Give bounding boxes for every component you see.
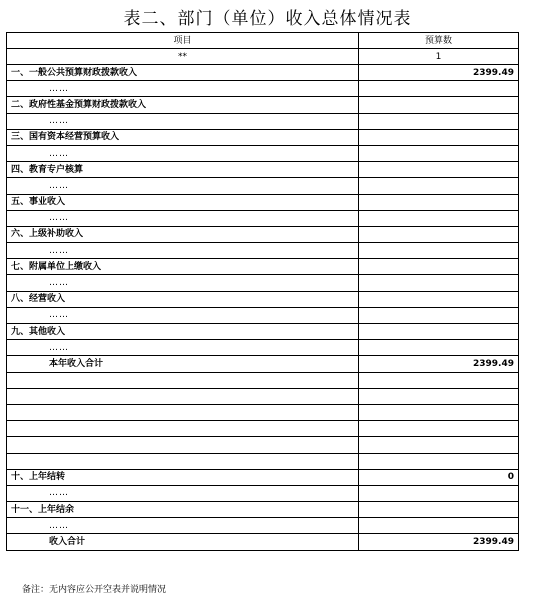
row-value	[359, 437, 519, 453]
table-row	[7, 97, 519, 113]
table-row-empty	[7, 453, 519, 469]
row-value	[359, 194, 519, 210]
row-value	[359, 97, 519, 113]
table-title: 表二、部门（单位）收入总体情况表	[123, 9, 412, 29]
table-row	[7, 210, 519, 226]
row-label: ……	[7, 113, 359, 129]
row-label: 七、附属单位上缴收入	[7, 259, 359, 275]
row-value	[359, 291, 519, 307]
row-value	[359, 485, 519, 501]
row-label: 六、上级补助收入	[7, 226, 359, 242]
row-label: 四、教育专户核算	[7, 162, 359, 178]
column-header-item: 项目	[7, 33, 359, 49]
row-label: ……	[7, 485, 359, 501]
table-row	[7, 81, 519, 97]
row-label: 五、事业收入	[7, 194, 359, 210]
table-row-empty	[7, 404, 519, 420]
row-label: ……	[7, 210, 359, 226]
index-cell-budget: 1	[359, 49, 519, 65]
row-label: ……	[7, 275, 359, 291]
table-row	[7, 485, 519, 501]
row-value	[359, 404, 519, 420]
row-label: 八、经营收入	[7, 291, 359, 307]
row-value	[359, 518, 519, 534]
row-value: 2399.49	[359, 65, 519, 81]
table-row	[7, 518, 519, 534]
row-label	[7, 372, 359, 388]
row-value	[359, 259, 519, 275]
row-value: 0	[359, 469, 519, 485]
row-value: 2399.49	[359, 356, 519, 372]
table-row	[7, 243, 519, 259]
row-value	[359, 502, 519, 518]
table-row	[7, 162, 519, 178]
table-row	[7, 194, 519, 210]
row-value	[359, 453, 519, 469]
table-row	[7, 307, 519, 323]
row-value	[359, 324, 519, 340]
row-value	[359, 372, 519, 388]
row-value	[359, 243, 519, 259]
row-value	[359, 275, 519, 291]
table-header-row	[7, 33, 519, 49]
row-value	[359, 226, 519, 242]
row-label: ……	[7, 81, 359, 97]
table-row	[7, 178, 519, 194]
table-row	[7, 275, 519, 291]
row-label: ……	[7, 243, 359, 259]
table-row-empty	[7, 388, 519, 404]
row-value: 2399.49	[359, 534, 519, 550]
row-label: 一、一般公共预算财政拨款收入	[7, 65, 359, 81]
table-row	[7, 226, 519, 242]
row-label: ……	[7, 178, 359, 194]
table-row	[7, 145, 519, 161]
row-value	[359, 145, 519, 161]
table-row	[7, 259, 519, 275]
table-row	[7, 340, 519, 356]
row-label: 三、国有资本经营预算收入	[7, 129, 359, 145]
income-table	[6, 32, 519, 551]
row-label: 十、上年结转	[7, 469, 359, 485]
table-index-row	[7, 49, 519, 65]
table-row	[7, 129, 519, 145]
row-label	[7, 421, 359, 437]
table-row	[7, 324, 519, 340]
row-value	[359, 340, 519, 356]
table-row	[7, 65, 519, 81]
row-label	[7, 453, 359, 469]
table-row-empty	[7, 421, 519, 437]
footnote: 备注：无内容应公开空表并说明情况	[22, 585, 167, 595]
row-value	[359, 113, 519, 129]
row-label: ……	[7, 145, 359, 161]
row-label: ……	[7, 340, 359, 356]
row-value	[359, 81, 519, 97]
row-value	[359, 307, 519, 323]
table-row-empty	[7, 437, 519, 453]
table-row	[7, 291, 519, 307]
table-row	[7, 113, 519, 129]
table-row	[7, 469, 519, 485]
table-row-empty	[7, 372, 519, 388]
row-label: 本年收入合计	[7, 356, 359, 372]
row-value	[359, 162, 519, 178]
table-row-grand-total	[7, 534, 519, 550]
index-cell-item: **	[7, 49, 359, 65]
table-row	[7, 502, 519, 518]
row-value	[359, 421, 519, 437]
row-label	[7, 404, 359, 420]
row-label: 二、政府性基金预算财政拨款收入	[7, 97, 359, 113]
row-value	[359, 388, 519, 404]
table-row-subtotal	[7, 356, 519, 372]
row-value	[359, 129, 519, 145]
row-value	[359, 210, 519, 226]
column-header-budget: 预算数	[359, 33, 519, 49]
row-label: ……	[7, 518, 359, 534]
row-label: 收入合计	[7, 534, 359, 550]
row-value	[359, 178, 519, 194]
row-label: 十一、上年结余	[7, 502, 359, 518]
row-label: ……	[7, 307, 359, 323]
row-label	[7, 437, 359, 453]
row-label: 九、其他收入	[7, 324, 359, 340]
row-label	[7, 388, 359, 404]
